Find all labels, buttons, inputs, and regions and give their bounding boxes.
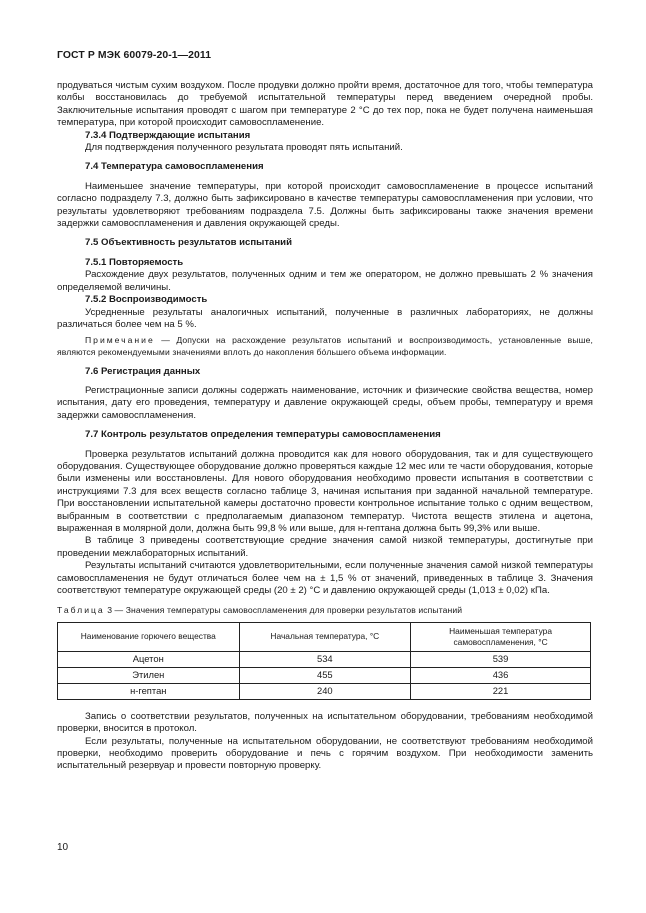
table-cell: 539	[411, 651, 591, 667]
heading-7-6: 7.6 Регистрация данных	[85, 365, 201, 377]
document-header: ГОСТ Р МЭК 60079-20-1—2011	[57, 50, 212, 61]
table-cell: Ацетон	[58, 651, 240, 667]
paragraph-7-5-2: Усредненные результаты аналогичных испытаний, полученные в различных лабораториях, не должны различаться более чем на 5 %.	[57, 306, 593, 330]
table-cell: 436	[411, 667, 591, 683]
document-body	[57, 80, 593, 773]
table-cell: н-гептан	[58, 683, 240, 699]
table-caption	[57, 604, 593, 616]
column-header-substance: Наименование горючего вещества	[58, 622, 240, 651]
table-caption-label: Таблица	[57, 605, 105, 616]
paragraph-7-4: Наименьшее значение температуры, при которой происходит самовоспламенение в процессе испытаний согласно подразделу 7.3, должно быть зафиксировано в качестве температуры самовоспламенения при условии, что результаты удовлетворяют требованиям подраздела 7.5. Должны быть зафиксированы также значения времени задержки самовоспламенения и давления окружающей среды.	[57, 180, 593, 230]
page-number: 10	[57, 842, 69, 853]
table-cell: 534	[239, 651, 411, 667]
table-cell: 221	[411, 683, 591, 699]
paragraph-7-3-4: Для подтверждения полученного результата проводят пять испытаний.	[85, 142, 403, 154]
heading-7-3-4: 7.3.4 Подтверждающие испытания	[85, 129, 251, 141]
heading-7-7: 7.7 Контроль результатов определения температуры самовоспламенения	[85, 429, 441, 441]
paragraph-continuation: продуваться чистым сухим воздухом. После продувки должно пройти время, достаточное для того, чтобы температура колбы восстановилась до требуемой испытательной температуры перед введением очередной пробы. Заключительные испытания проводят с шагом при температуре 2 °С до тех пор, пока не будет получена наименьшая температура, при которой происходит самовоспламенение.	[57, 80, 593, 129]
paragraph-7-5-1: Расхождение двух результатов, полученных одним и тем же оператором, не должно превышать 2 % значения определяемой величины.	[57, 269, 593, 293]
table-row	[58, 683, 591, 699]
table-row	[58, 651, 591, 667]
paragraph-7-6: Регистрационные записи должны содержать наименование, источник и физические свойства вещества, номер испытания, дату его проведения, температуру и давление окружающей среды, объем пробы, температуру и время задержки самовоспламенения.	[57, 384, 593, 421]
paragraph-7-7-2: В таблице 3 приведены соответствующие средние значения самой низкой температуры, достигнутые при проведении межлабораторных испытаний.	[57, 535, 593, 559]
paragraph-after-table-1: Запись о соответствии результатов, полученных на испытательном оборудовании, требованиям необходимой проверки, вносится в протокол.	[57, 710, 593, 735]
table-cell: 240	[239, 683, 411, 699]
heading-7-5: 7.5 Объективность результатов испытаний	[85, 237, 292, 249]
note-7-5-2	[57, 335, 593, 358]
column-header-initial-temp: Начальная температура, °С	[239, 622, 411, 651]
heading-7-5-1: 7.5.1 Повторяемость	[85, 256, 184, 268]
note-text: — Допуски на расхождение результатов испытаний и воспроизводимость, установленные выше, являются рекомендуемыми значениями вплоть до накопления бóльшего объема информации.	[57, 335, 593, 357]
table-cell: 455	[239, 667, 411, 683]
table-caption-text: 3 — Значения температуры самовоспламенения для проверки результатов испытаний	[104, 605, 463, 616]
paragraph-7-7-3: Результаты испытаний считаются удовлетворительными, если полученные значения самой низкой температуры самовоспламенения не будут отличаться более чем на ± 1,5 % от значений, приведенных в таблице 3. Значения соответствуют температуре окружающей среды (20 ± 2) °С и давлению окружающей среды (1,013 ± 0,02) кПа.	[57, 560, 593, 596]
table-row	[58, 667, 591, 683]
table-cell: Этилен	[58, 667, 240, 683]
paragraph-after-table-2: Если результаты, полученные на испытательном оборудовании, не соответствуют требованиям необходимой проверки, необходимо проверить оборудование и печь с горячим воздухом. При необходимости заменить испытательный резервуар и провести повторную проверку.	[57, 735, 593, 772]
note-label: Примечание	[85, 335, 155, 346]
column-header-min-autoignition-temp: Наименьшая температура самовоспламенения, °С	[411, 622, 591, 651]
heading-7-5-2: 7.5.2 Воспроизводимость	[85, 294, 208, 306]
autoignition-table	[57, 622, 591, 700]
heading-7-4: 7.4 Температура самовоспламенения	[85, 161, 264, 173]
paragraph-7-7-1: Проверка результатов испытаний должна проводится как для нового оборудования, так и для существующего оборудования. Существующее оборудование должно проверяться каждые 12 мес или те части оборудования, которые были изменены или восстановлены. Для нового оборудования необходимо провести испытания в соответствии с инструкциями 7.3 для всех веществ согласно таблице 3, начиная испытания при заданной начальной температуре. При восстановлении испытательной камеры достаточно провести контрольное испытание только с одним веществом, выбранным в соответствии с предполагаемым диапазоном температур. Чистота веществ этилена и ацетона, выраженная в молярной доли, должна быть 99,8 % или выше, для н-гептана должна быть 99,3% или выше.	[57, 448, 593, 534]
table-header-row	[58, 622, 591, 651]
